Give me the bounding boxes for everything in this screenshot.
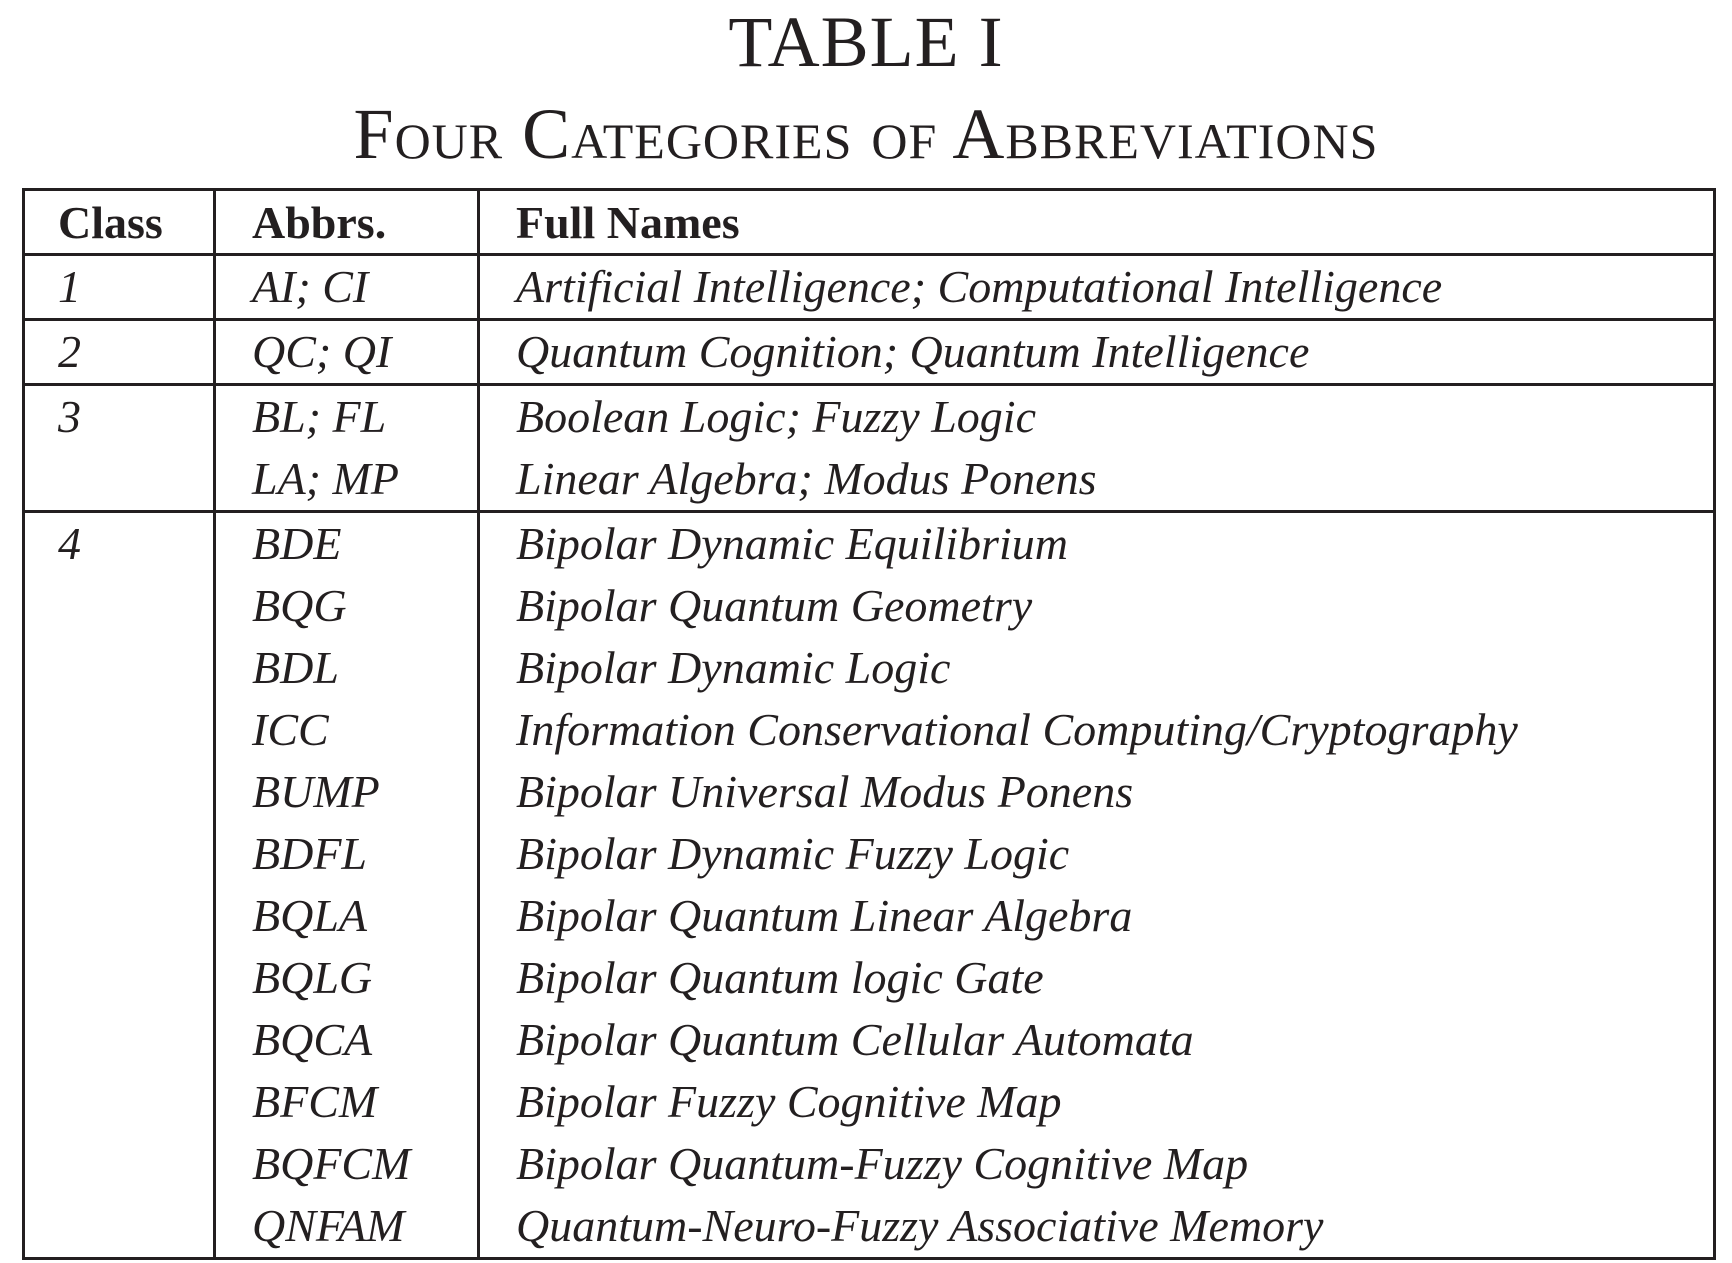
abbr-cell <box>215 512 479 1259</box>
abbr-value: ICC <box>252 704 329 755</box>
table-row <box>24 320 1715 385</box>
table-row <box>24 512 1715 1259</box>
abbr-value: BUMP <box>252 766 380 817</box>
abbr-value: LA; MP <box>252 453 399 504</box>
abbr-value: BQLG <box>252 952 373 1003</box>
abbr-value: BL; FL <box>252 391 387 442</box>
class-cell <box>24 385 215 512</box>
table-row <box>24 255 1715 320</box>
abbr-value: BQCA <box>252 1014 373 1065</box>
class-value: 2 <box>58 326 81 377</box>
full-name-value: Bipolar Quantum logic Gate <box>516 952 1044 1003</box>
class-cell <box>24 512 215 1259</box>
full-name-cell <box>479 385 1715 512</box>
full-name-value: Bipolar Dynamic Fuzzy Logic <box>516 828 1070 879</box>
abbreviations-table <box>22 188 1716 1260</box>
abbr-value: BQG <box>252 580 347 631</box>
full-name-value: Bipolar Quantum-Fuzzy Cognitive Map <box>516 1138 1249 1189</box>
full-name-value: Information Conservational Computing/Cryptography <box>516 704 1518 755</box>
column-header-class: Class <box>24 190 215 255</box>
full-name-value: Bipolar Quantum Linear Algebra <box>516 890 1133 941</box>
full-name-value: Bipolar Quantum Geometry <box>516 580 1033 631</box>
full-name-value: Bipolar Dynamic Logic <box>516 642 951 693</box>
table-caption: Four Categories of Abbreviations <box>353 94 1379 174</box>
abbr-value: BDL <box>252 642 339 693</box>
full-name-value: Bipolar Quantum Cellular Automata <box>516 1014 1194 1065</box>
abbr-value: BDE <box>252 518 342 569</box>
full-name-cell <box>479 320 1715 385</box>
full-name-value: Quantum Cognition; Quantum Intelligence <box>516 326 1310 377</box>
full-name-value: Artificial Intelligence; Computational Intelligence <box>516 261 1443 312</box>
full-name-cell <box>479 255 1715 320</box>
class-value: 3 <box>58 391 81 442</box>
class-cell <box>24 320 215 385</box>
full-name-cell <box>479 512 1715 1259</box>
table-title-block <box>0 0 1732 174</box>
full-name-value: Bipolar Fuzzy Cognitive Map <box>516 1076 1062 1127</box>
full-name-value: Quantum-Neuro-Fuzzy Associative Memory <box>516 1200 1324 1251</box>
full-name-value: Boolean Logic; Fuzzy Logic <box>516 391 1036 442</box>
abbr-value: QC; QI <box>252 326 392 377</box>
abbr-cell <box>215 385 479 512</box>
table-number: TABLE I <box>728 2 1004 82</box>
abbr-value: QNFAM <box>252 1200 405 1251</box>
abbr-value: BQLA <box>252 890 367 941</box>
abbr-value: BDFL <box>252 828 367 879</box>
abbr-cell <box>215 320 479 385</box>
column-header-full-names: Full Names <box>479 190 1715 255</box>
class-value: 4 <box>58 518 81 569</box>
header-row <box>24 190 1715 255</box>
class-value: 1 <box>58 261 81 312</box>
abbr-value: AI; CI <box>252 261 369 312</box>
table-row <box>24 385 1715 512</box>
full-name-value: Linear Algebra; Modus Ponens <box>516 453 1097 504</box>
abbr-value: BFCM <box>252 1076 378 1127</box>
column-header-abbrs: Abbrs. <box>215 190 479 255</box>
class-cell <box>24 255 215 320</box>
abbr-value: BQFCM <box>252 1138 411 1189</box>
full-name-value: Bipolar Dynamic Equilibrium <box>516 518 1068 569</box>
abbr-cell <box>215 255 479 320</box>
full-name-value: Bipolar Universal Modus Ponens <box>516 766 1134 817</box>
